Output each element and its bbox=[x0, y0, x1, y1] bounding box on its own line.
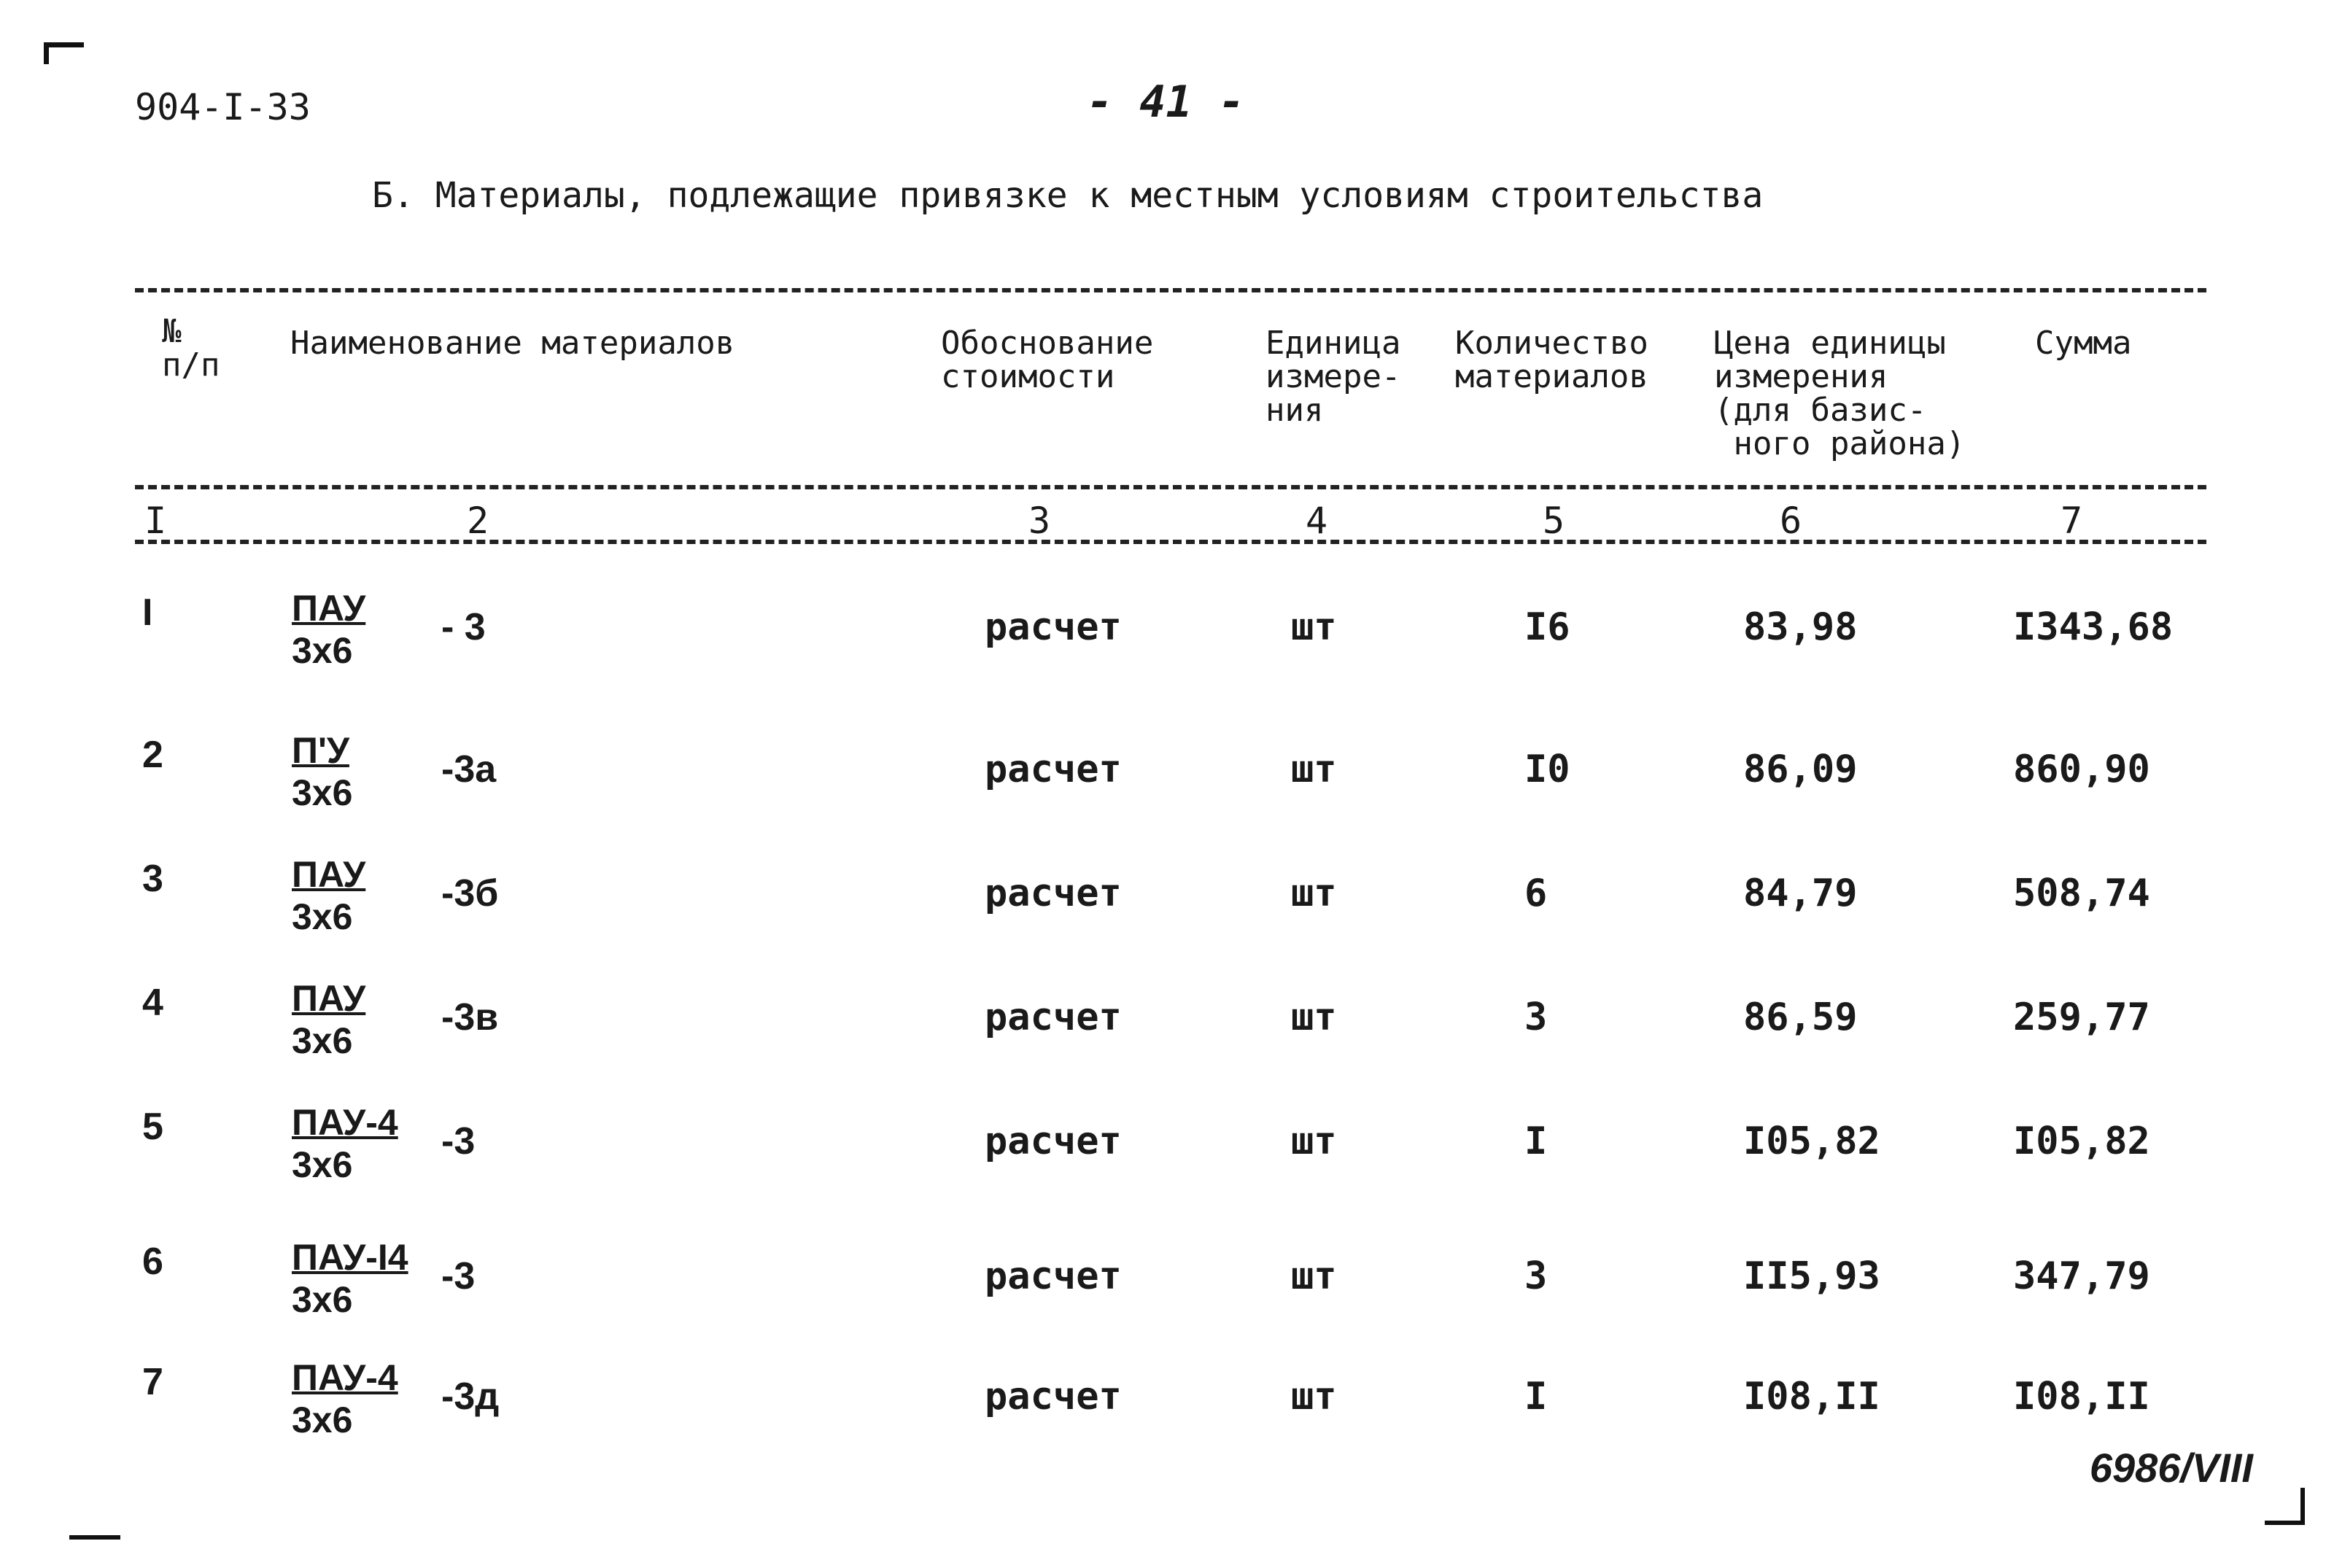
column-number-4: 4 bbox=[1306, 500, 1328, 542]
material-mark-top: ПАУ-I4 bbox=[292, 1237, 408, 1278]
unit-price: II5,93 bbox=[1743, 1254, 1880, 1298]
material-suffix: -3б bbox=[441, 872, 499, 915]
sum: I05,82 bbox=[2013, 1119, 2150, 1163]
material-suffix: -3д bbox=[441, 1375, 500, 1418]
column-numbers-divider bbox=[135, 540, 2206, 544]
unit: шт bbox=[1291, 605, 1337, 649]
material-mark bbox=[292, 587, 365, 672]
material-mark-top: ПАУ-4 bbox=[292, 1357, 398, 1398]
corner-mark-bottom-right-vertical bbox=[2300, 1488, 2305, 1525]
row-number: 2 bbox=[142, 734, 163, 776]
column-number-3: 3 bbox=[1028, 500, 1051, 542]
unit-price: I05,82 bbox=[1743, 1119, 1880, 1163]
row-number: 3 bbox=[142, 858, 163, 900]
unit: шт bbox=[1291, 1375, 1337, 1418]
material-mark-top: ПАУ bbox=[292, 978, 366, 1019]
unit-price: 86,59 bbox=[1743, 995, 1858, 1039]
cost-basis: расчет bbox=[985, 1254, 1122, 1298]
cost-basis: расчет bbox=[985, 748, 1122, 791]
unit-price: 84,79 bbox=[1743, 872, 1858, 915]
column-header-unit-price: Цена единицы измерения (для базис- ного района) bbox=[1714, 325, 1966, 462]
material-suffix: -3 bbox=[441, 1255, 476, 1297]
unit-price: 86,09 bbox=[1743, 748, 1858, 791]
unit: шт bbox=[1291, 1254, 1337, 1298]
material-mark-top: ПАУ-4 bbox=[292, 1102, 398, 1143]
corner-mark-top-left bbox=[44, 42, 84, 47]
column-number-5: 5 bbox=[1543, 500, 1565, 542]
sum: 347,79 bbox=[2013, 1254, 2150, 1298]
column-header-sum: Сумма bbox=[2035, 325, 2132, 362]
material-mark bbox=[292, 853, 365, 938]
unit: шт bbox=[1291, 995, 1337, 1039]
sum: I343,68 bbox=[2013, 605, 2174, 649]
material-mark-bottom: 3х6 bbox=[292, 772, 353, 813]
unit-price: 83,98 bbox=[1743, 605, 1858, 649]
material-mark-bottom: 3х6 bbox=[292, 630, 353, 671]
material-suffix: -3а bbox=[441, 748, 497, 791]
column-number-6: 6 bbox=[1780, 500, 1802, 542]
quantity: I bbox=[1524, 1375, 1548, 1418]
row-number: 6 bbox=[142, 1241, 163, 1283]
material-mark-top: ПАУ bbox=[292, 588, 366, 629]
cost-basis: расчет bbox=[985, 995, 1122, 1039]
unit-price: I08,II bbox=[1743, 1375, 1880, 1418]
material-suffix: - 3 bbox=[441, 606, 486, 648]
unit: шт bbox=[1291, 1119, 1337, 1163]
column-header-quantity: Количество материалов bbox=[1455, 325, 1648, 395]
material-mark bbox=[292, 1357, 398, 1441]
column-header-number: № п/п bbox=[162, 313, 220, 384]
column-number-1: I bbox=[144, 500, 167, 542]
material-mark bbox=[292, 1101, 398, 1186]
sum: I08,II bbox=[2013, 1375, 2150, 1418]
quantity: I0 bbox=[1524, 748, 1570, 791]
sum: 259,77 bbox=[2013, 995, 2150, 1039]
sum: 860,90 bbox=[2013, 748, 2150, 791]
header-bottom-divider bbox=[135, 485, 2206, 489]
quantity: I6 bbox=[1524, 605, 1570, 649]
material-mark-bottom: 3х6 bbox=[292, 1020, 353, 1061]
material-mark-bottom: 3х6 bbox=[292, 1400, 353, 1440]
page-number: - 41 - bbox=[1087, 77, 1245, 128]
material-mark-bottom: 3х6 bbox=[292, 1279, 353, 1320]
inventory-mark: 6986/VIII bbox=[2089, 1445, 2253, 1491]
cost-basis: расчет bbox=[985, 1375, 1122, 1418]
corner-mark-bottom-right bbox=[2265, 1521, 2305, 1525]
row-number: 4 bbox=[142, 982, 163, 1024]
column-header-cost-basis: Обоснование стоимости bbox=[941, 325, 1154, 395]
cost-basis: расчет bbox=[985, 872, 1122, 915]
sum: 508,74 bbox=[2013, 872, 2150, 915]
material-suffix: -3 bbox=[441, 1120, 476, 1163]
section-title: Б. Материалы, подлежащие привязке к местным условиям строительства bbox=[372, 175, 1764, 216]
material-mark bbox=[292, 1236, 408, 1321]
material-mark-top: ПАУ bbox=[292, 854, 366, 895]
cost-basis: расчет bbox=[985, 605, 1122, 649]
corner-mark-bottom-left bbox=[69, 1535, 120, 1540]
material-mark-bottom: 3х6 bbox=[292, 1144, 353, 1185]
document-code: 904-I-33 bbox=[135, 86, 311, 128]
quantity: 3 bbox=[1524, 995, 1548, 1039]
row-number: 5 bbox=[142, 1106, 163, 1148]
unit: шт bbox=[1291, 748, 1337, 791]
column-header-unit: Единица измере- ния bbox=[1265, 325, 1401, 429]
material-mark bbox=[292, 729, 352, 814]
material-suffix: -3в bbox=[441, 996, 499, 1039]
quantity: I bbox=[1524, 1119, 1548, 1163]
table-top-divider bbox=[135, 288, 2206, 292]
quantity: 3 bbox=[1524, 1254, 1548, 1298]
column-header-material-name: Наименование материалов bbox=[290, 325, 735, 362]
column-number-2: 2 bbox=[467, 500, 489, 542]
column-number-7: 7 bbox=[2061, 500, 2083, 542]
material-mark-bottom: 3х6 bbox=[292, 896, 353, 937]
row-number: 7 bbox=[142, 1361, 163, 1403]
cost-basis: расчет bbox=[985, 1119, 1122, 1163]
quantity: 6 bbox=[1524, 872, 1548, 915]
material-mark-top: П'У bbox=[292, 730, 349, 771]
row-number: I bbox=[142, 591, 153, 634]
unit: шт bbox=[1291, 872, 1337, 915]
corner-mark-top-left-vertical bbox=[44, 42, 49, 64]
material-mark bbox=[292, 977, 365, 1062]
